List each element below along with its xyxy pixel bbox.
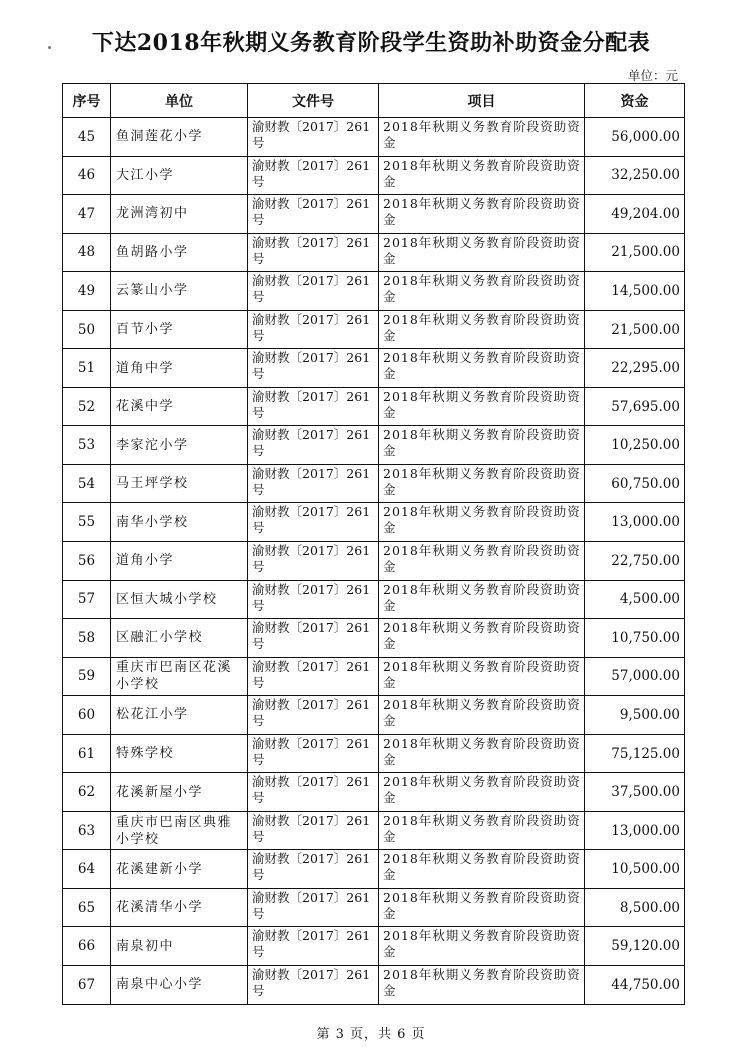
table-row bbox=[63, 966, 685, 1005]
cell-seq: 61 bbox=[63, 734, 111, 773]
cell-item: 2018年秋期义务教育阶段资助资金 bbox=[379, 233, 585, 272]
header-unit: 单位 bbox=[111, 84, 248, 118]
unit-note: 单位：元 bbox=[627, 68, 678, 83]
cell-amount: 49,204.00 bbox=[585, 195, 685, 234]
cell-unit: 云篆山小学 bbox=[111, 272, 248, 311]
cell-doc: 渝财教〔2017〕261号 bbox=[248, 349, 379, 388]
cell-unit: 花溪新屋小学 bbox=[111, 773, 248, 812]
cell-item: 2018年秋期义务教育阶段资助资金 bbox=[379, 426, 585, 465]
cell-amount: 21,500.00 bbox=[585, 310, 685, 349]
cell-seq: 64 bbox=[63, 850, 111, 889]
cell-item: 2018年秋期义务教育阶段资助资金 bbox=[379, 927, 585, 966]
table-row bbox=[63, 156, 685, 195]
table-row bbox=[63, 850, 685, 889]
cell-amount: 22,295.00 bbox=[585, 349, 685, 388]
cell-unit: 南泉初中 bbox=[111, 927, 248, 966]
cell-seq: 56 bbox=[63, 542, 111, 581]
cell-item: 2018年秋期义务教育阶段资助资金 bbox=[379, 195, 585, 234]
cell-doc: 渝财教〔2017〕261号 bbox=[248, 272, 379, 311]
cell-amount: 13,000.00 bbox=[585, 811, 685, 850]
table-row bbox=[63, 811, 685, 850]
table-row bbox=[63, 464, 685, 503]
cell-item: 2018年秋期义务教育阶段资助资金 bbox=[379, 811, 585, 850]
cell-seq: 50 bbox=[63, 310, 111, 349]
cell-unit: 道角中学 bbox=[111, 349, 248, 388]
cell-amount: 44,750.00 bbox=[585, 966, 685, 1005]
cell-amount: 4,500.00 bbox=[585, 580, 685, 619]
table-row bbox=[63, 580, 685, 619]
cell-amount: 8,500.00 bbox=[585, 888, 685, 927]
cell-seq: 67 bbox=[63, 966, 111, 1005]
cell-doc: 渝财教〔2017〕261号 bbox=[248, 850, 379, 889]
cell-unit: 区恒大城小学校 bbox=[111, 580, 248, 619]
cell-seq: 47 bbox=[63, 195, 111, 234]
cell-amount: 13,000.00 bbox=[585, 503, 685, 542]
table-row bbox=[63, 657, 685, 696]
cell-amount: 32,250.00 bbox=[585, 156, 685, 195]
cell-doc: 渝财教〔2017〕261号 bbox=[248, 387, 379, 426]
cell-unit: 南泉中心小学 bbox=[111, 966, 248, 1005]
table-row bbox=[63, 272, 685, 311]
table-row bbox=[63, 310, 685, 349]
cell-doc: 渝财教〔2017〕261号 bbox=[248, 811, 379, 850]
header-item: 项目 bbox=[379, 84, 585, 118]
cell-unit: 大江小学 bbox=[111, 156, 248, 195]
cell-unit: 李家沱小学 bbox=[111, 426, 248, 465]
table-row bbox=[63, 195, 685, 234]
cell-unit: 龙洲湾初中 bbox=[111, 195, 248, 234]
cell-seq: 59 bbox=[63, 657, 111, 696]
cell-doc: 渝财教〔2017〕261号 bbox=[248, 426, 379, 465]
cell-item: 2018年秋期义务教育阶段资助资金 bbox=[379, 850, 585, 889]
page-footer: 第 3 页，共 6 页 bbox=[316, 1027, 426, 1042]
cell-seq: 65 bbox=[63, 888, 111, 927]
cell-amount: 57,000.00 bbox=[585, 657, 685, 696]
header-seq: 序号 bbox=[63, 84, 111, 118]
header-doc: 文件号 bbox=[248, 84, 379, 118]
cell-unit: 特殊学校 bbox=[111, 734, 248, 773]
cell-unit: 花溪清华小学 bbox=[111, 888, 248, 927]
cell-item: 2018年秋期义务教育阶段资助资金 bbox=[379, 773, 585, 812]
cell-item: 2018年秋期义务教育阶段资助资金 bbox=[379, 272, 585, 311]
cell-seq: 48 bbox=[63, 233, 111, 272]
cell-doc: 渝财教〔2017〕261号 bbox=[248, 310, 379, 349]
cell-doc: 渝财教〔2017〕261号 bbox=[248, 156, 379, 195]
cell-unit: 南华小学校 bbox=[111, 503, 248, 542]
table-row bbox=[63, 696, 685, 735]
cell-item: 2018年秋期义务教育阶段资助资金 bbox=[379, 349, 585, 388]
cell-unit: 鱼胡路小学 bbox=[111, 233, 248, 272]
cell-seq: 52 bbox=[63, 387, 111, 426]
cell-item: 2018年秋期义务教育阶段资助资金 bbox=[379, 888, 585, 927]
cell-item: 2018年秋期义务教育阶段资助资金 bbox=[379, 310, 585, 349]
cell-unit: 花溪建新小学 bbox=[111, 850, 248, 889]
cell-seq: 53 bbox=[63, 426, 111, 465]
table-row bbox=[63, 426, 685, 465]
cell-doc: 渝财教〔2017〕261号 bbox=[248, 966, 379, 1005]
table-header-row bbox=[63, 84, 685, 118]
cell-unit: 重庆市巴南区典雅小学校 bbox=[111, 811, 248, 850]
cell-doc: 渝财教〔2017〕261号 bbox=[248, 503, 379, 542]
table-row bbox=[63, 734, 685, 773]
cell-doc: 渝财教〔2017〕261号 bbox=[248, 734, 379, 773]
cell-doc: 渝财教〔2017〕261号 bbox=[248, 118, 379, 157]
cell-amount: 60,750.00 bbox=[585, 464, 685, 503]
table-row bbox=[63, 118, 685, 157]
cell-unit: 鱼洞莲花小学 bbox=[111, 118, 248, 157]
cell-unit: 重庆市巴南区花溪小学校 bbox=[111, 657, 248, 696]
allocation-table bbox=[62, 83, 685, 1005]
table-row bbox=[63, 619, 685, 658]
cell-unit: 道角小学 bbox=[111, 542, 248, 581]
cell-doc: 渝财教〔2017〕261号 bbox=[248, 464, 379, 503]
cell-item: 2018年秋期义务教育阶段资助资金 bbox=[379, 464, 585, 503]
cell-item: 2018年秋期义务教育阶段资助资金 bbox=[379, 734, 585, 773]
cell-doc: 渝财教〔2017〕261号 bbox=[248, 580, 379, 619]
table-row bbox=[63, 888, 685, 927]
table-row bbox=[63, 773, 685, 812]
table-row bbox=[63, 542, 685, 581]
table-row bbox=[63, 927, 685, 966]
cell-seq: 58 bbox=[63, 619, 111, 658]
cell-amount: 57,695.00 bbox=[585, 387, 685, 426]
cell-item: 2018年秋期义务教育阶段资助资金 bbox=[379, 156, 585, 195]
cell-item: 2018年秋期义务教育阶段资助资金 bbox=[379, 503, 585, 542]
page-title: 下达2018年秋期义务教育阶段学生资助补助资金分配表 bbox=[91, 30, 651, 56]
table-row bbox=[63, 349, 685, 388]
cell-seq: 62 bbox=[63, 773, 111, 812]
cell-seq: 55 bbox=[63, 503, 111, 542]
cell-amount: 10,250.00 bbox=[585, 426, 685, 465]
cell-seq: 60 bbox=[63, 696, 111, 735]
cell-unit: 区融汇小学校 bbox=[111, 619, 248, 658]
cell-unit: 花溪中学 bbox=[111, 387, 248, 426]
cell-seq: 57 bbox=[63, 580, 111, 619]
cell-item: 2018年秋期义务教育阶段资助资金 bbox=[379, 580, 585, 619]
cell-amount: 14,500.00 bbox=[585, 272, 685, 311]
cell-doc: 渝财教〔2017〕261号 bbox=[248, 927, 379, 966]
cell-doc: 渝财教〔2017〕261号 bbox=[248, 195, 379, 234]
cell-item: 2018年秋期义务教育阶段资助资金 bbox=[379, 542, 585, 581]
cell-amount: 9,500.00 bbox=[585, 696, 685, 735]
table-row bbox=[63, 233, 685, 272]
cell-amount: 10,750.00 bbox=[585, 619, 685, 658]
cell-item: 2018年秋期义务教育阶段资助资金 bbox=[379, 118, 585, 157]
cell-amount: 22,750.00 bbox=[585, 542, 685, 581]
table-row bbox=[63, 503, 685, 542]
cell-seq: 45 bbox=[63, 118, 111, 157]
cell-doc: 渝财教〔2017〕261号 bbox=[248, 233, 379, 272]
header-amount: 资金 bbox=[585, 84, 685, 118]
cell-seq: 66 bbox=[63, 927, 111, 966]
cell-amount: 21,500.00 bbox=[585, 233, 685, 272]
cell-item: 2018年秋期义务教育阶段资助资金 bbox=[379, 966, 585, 1005]
cell-doc: 渝财教〔2017〕261号 bbox=[248, 619, 379, 658]
cell-unit: 马王坪学校 bbox=[111, 464, 248, 503]
cell-item: 2018年秋期义务教育阶段资助资金 bbox=[379, 657, 585, 696]
cell-item: 2018年秋期义务教育阶段资助资金 bbox=[379, 619, 585, 658]
cell-amount: 56,000.00 bbox=[585, 118, 685, 157]
cell-amount: 37,500.00 bbox=[585, 773, 685, 812]
cell-doc: 渝财教〔2017〕261号 bbox=[248, 773, 379, 812]
cell-seq: 46 bbox=[63, 156, 111, 195]
cell-seq: 54 bbox=[63, 464, 111, 503]
cell-doc: 渝财教〔2017〕261号 bbox=[248, 657, 379, 696]
cell-doc: 渝财教〔2017〕261号 bbox=[248, 888, 379, 927]
cell-amount: 75,125.00 bbox=[585, 734, 685, 773]
cell-item: 2018年秋期义务教育阶段资助资金 bbox=[379, 387, 585, 426]
cell-unit: 百节小学 bbox=[111, 310, 248, 349]
cell-seq: 63 bbox=[63, 811, 111, 850]
cell-amount: 10,500.00 bbox=[585, 850, 685, 889]
table-row bbox=[63, 387, 685, 426]
cell-seq: 49 bbox=[63, 272, 111, 311]
cell-seq: 51 bbox=[63, 349, 111, 388]
cell-doc: 渝财教〔2017〕261号 bbox=[248, 542, 379, 581]
cell-doc: 渝财教〔2017〕261号 bbox=[248, 696, 379, 735]
cell-amount: 59,120.00 bbox=[585, 927, 685, 966]
cell-item: 2018年秋期义务教育阶段资助资金 bbox=[379, 696, 585, 735]
cell-unit: 松花江小学 bbox=[111, 696, 248, 735]
